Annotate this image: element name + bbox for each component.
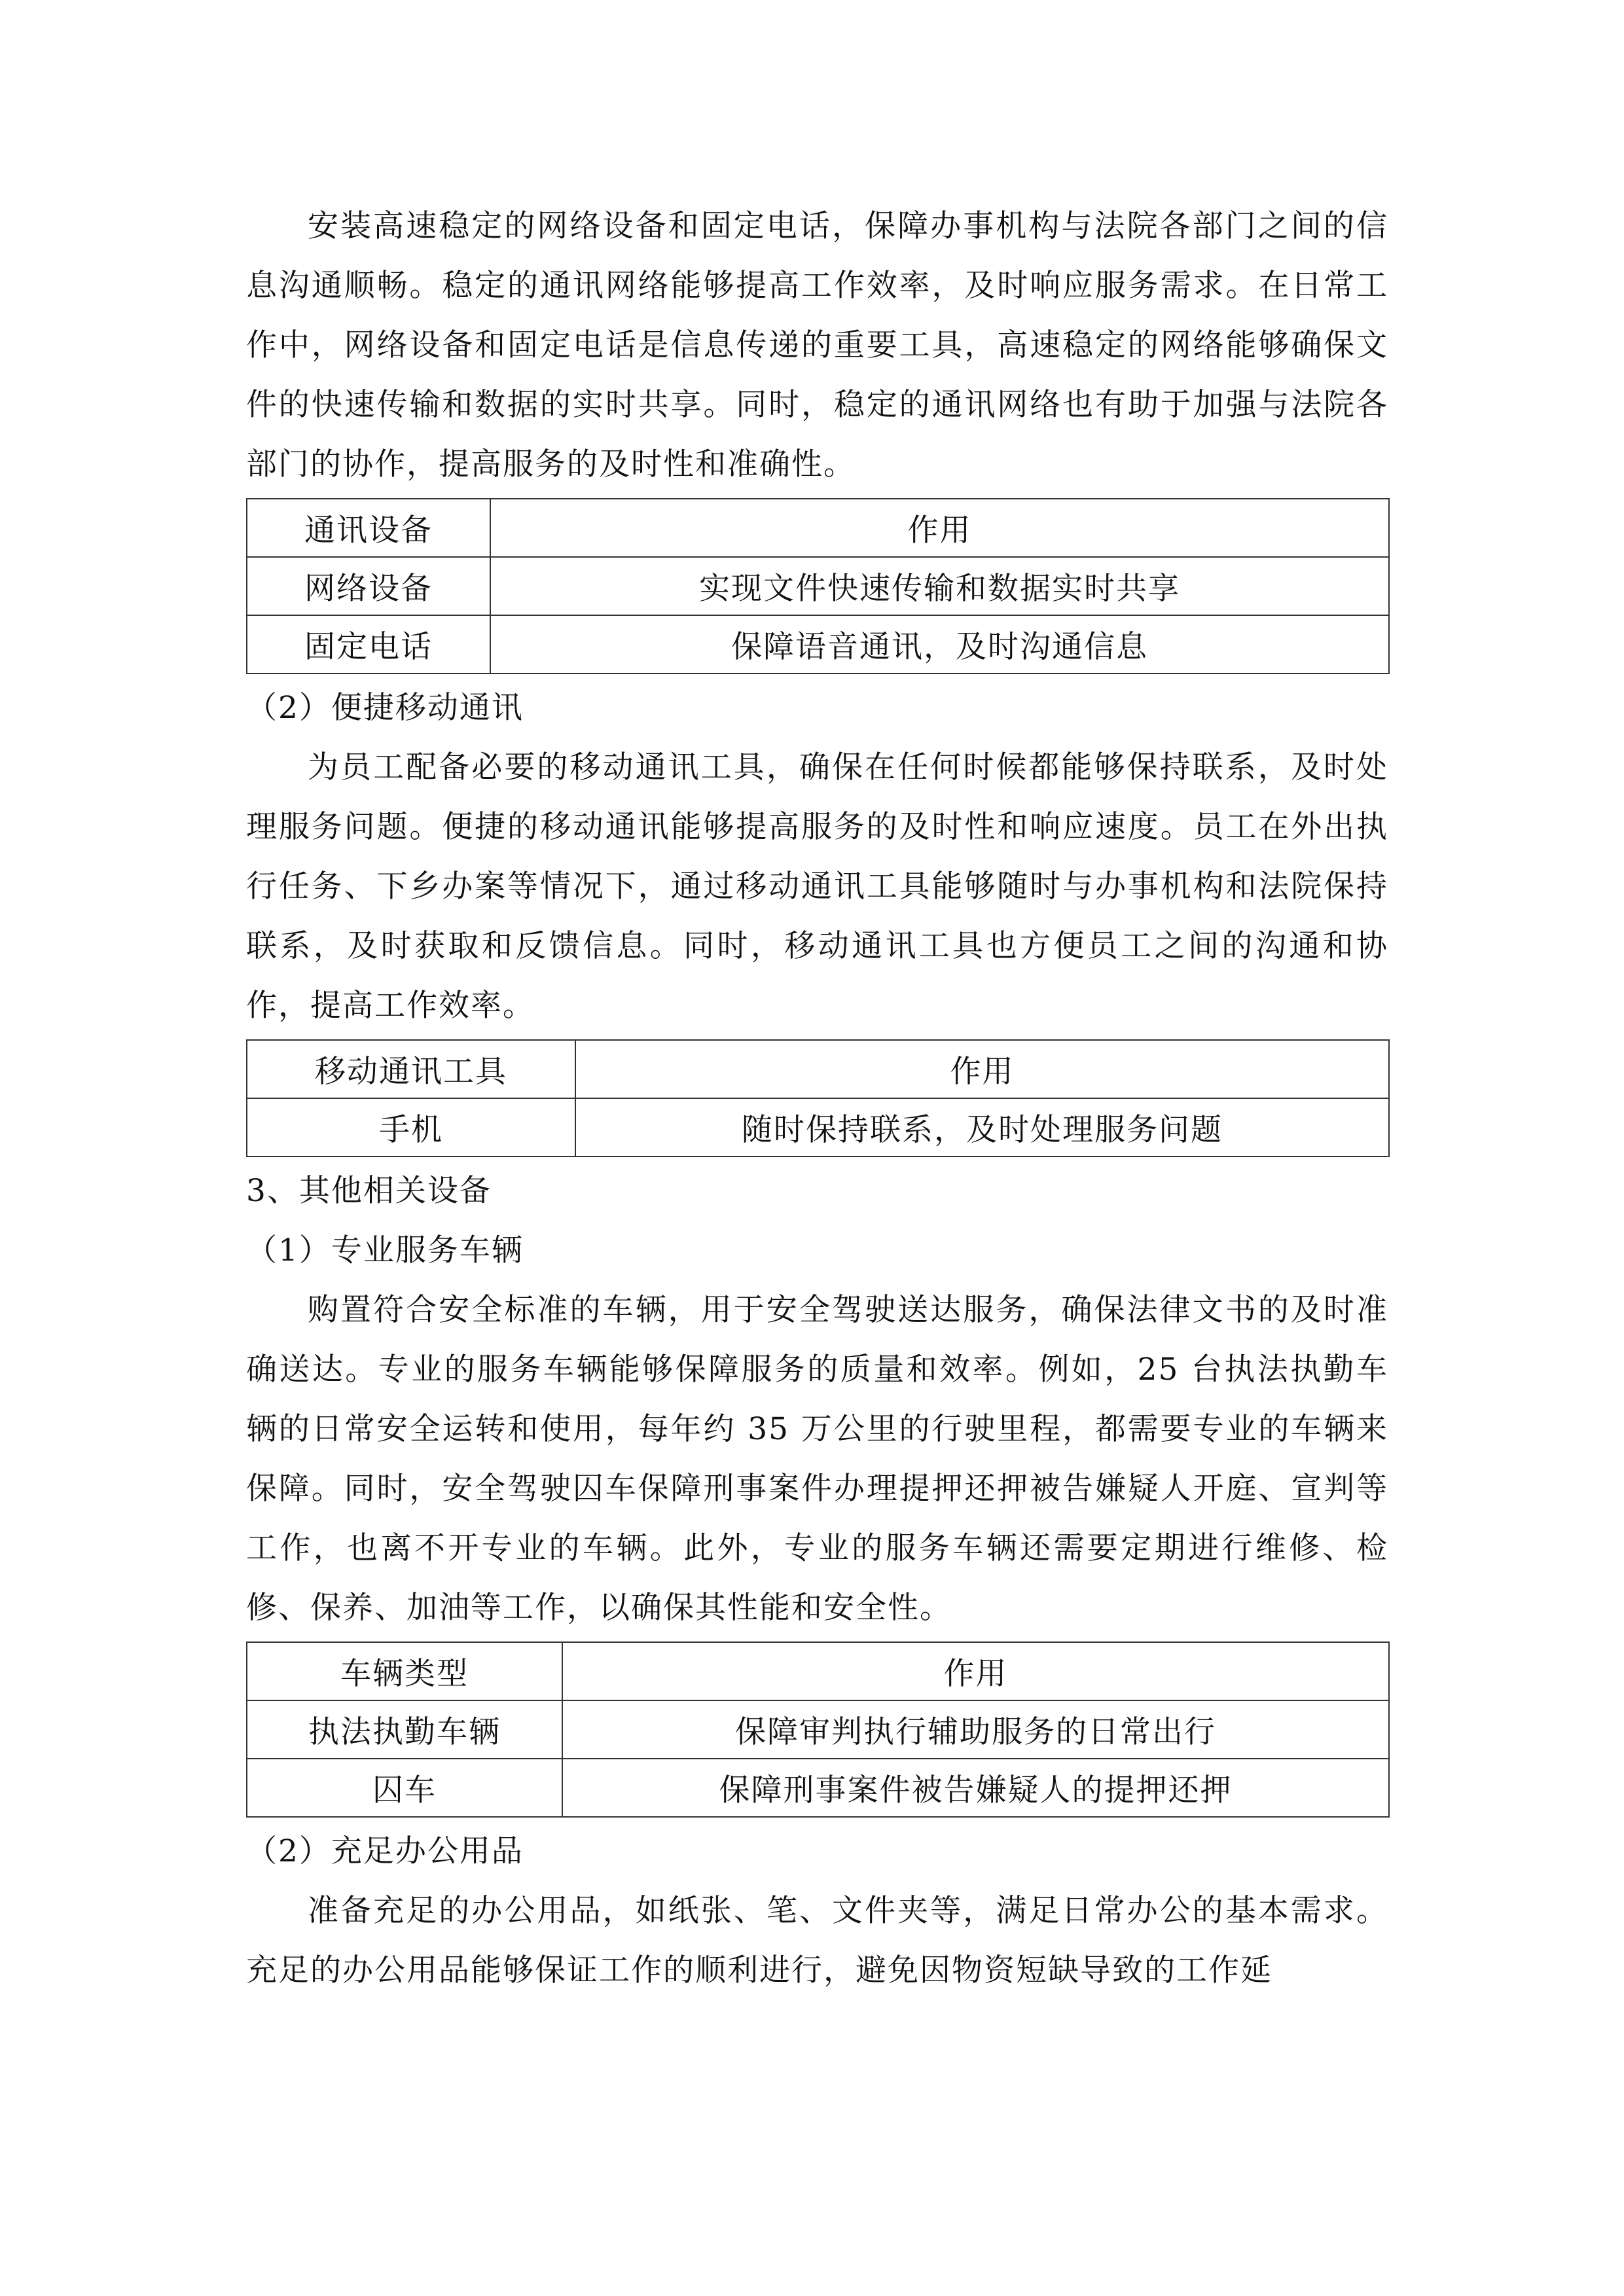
heading-other-equipment: 3、其他相关设备	[246, 1173, 492, 1209]
table-header-row	[247, 1040, 1389, 1098]
table-cell: 实现文件快速传输和数据实时共享	[490, 557, 1389, 615]
table-header-cell: 作用	[562, 1642, 1389, 1700]
table-row	[247, 557, 1389, 615]
table-cell: 手机	[247, 1098, 575, 1157]
heading-service-vehicles: （1）专业服务车辆	[246, 1232, 524, 1268]
document-body	[246, 196, 1388, 2000]
table-header-cell: 移动通讯工具	[247, 1040, 575, 1098]
table-header-row	[247, 499, 1389, 557]
heading-office-supplies: （2）充足办公用品	[246, 1833, 524, 1869]
paragraph-vehicles: 购置符合安全标准的车辆，用于安全驾驶送达服务，确保法律文书的及时准确送达。专业的服务车辆能够保障服务的质量和效率。例如，25 台执法执勤车辆的日常安全运转和使用，每年约 35 万公里的行驶里程，都需要专业的车辆来保障。同时，安全驾驶囚车保障刑事案件办理提押还押被告嫌疑人开庭、宣判等工作，也离不开专业的车辆。此外，专业的服务车辆还需要定期进行维修、检修、保养、加油等工作，以确保其性能和安全性。	[246, 1292, 1388, 1626]
table-cell: 随时保持联系，及时处理服务问题	[575, 1098, 1389, 1157]
table-cell: 网络设备	[247, 557, 490, 615]
table-communication-devices	[246, 498, 1390, 674]
paragraph-network: 安装高速稳定的网络设备和固定电话，保障办事机构与法院各部门之间的信息沟通顺畅。稳定的通讯网络能够提高工作效率，及时响应服务需求。在日常工作中，网络设备和固定电话是信息传递的重要工具，高速稳定的网络能够确保文件的快速传输和数据的实时共享。同时，稳定的通讯网络也有助于加强与法院各部门的协作，提高服务的及时性和准确性。	[246, 208, 1388, 482]
table-header-cell: 作用	[575, 1040, 1389, 1098]
table-header-cell: 车辆类型	[247, 1642, 562, 1700]
table-cell: 固定电话	[247, 615, 490, 673]
table-header-cell: 通讯设备	[247, 499, 490, 557]
table-row	[247, 1759, 1389, 1817]
table-mobile-tools	[246, 1039, 1390, 1157]
table-cell: 囚车	[247, 1759, 562, 1817]
table-cell: 保障审判执行辅助服务的日常出行	[562, 1700, 1389, 1759]
table-header-row	[247, 1642, 1389, 1700]
table-row	[247, 615, 1389, 673]
paragraph-mobile: 为员工配备必要的移动通讯工具，确保在任何时候都能够保持联系，及时处理服务问题。便捷的移动通讯能够提高服务的及时性和响应速度。员工在外出执行任务、下乡办案等情况下，通过移动通讯工具能够随时与办事机构和法院保持联系，及时获取和反馈信息。同时，移动通讯工具也方便员工之间的沟通和协作，提高工作效率。	[246, 749, 1388, 1024]
table-row	[247, 1098, 1389, 1157]
table-row	[247, 1700, 1389, 1759]
table-cell: 保障刑事案件被告嫌疑人的提押还押	[562, 1759, 1389, 1817]
table-cell: 保障语音通讯，及时沟通信息	[490, 615, 1389, 673]
table-header-cell: 作用	[490, 499, 1389, 557]
table-vehicle-types	[246, 1641, 1390, 1818]
heading-mobile-communication: （2）便捷移动通讯	[246, 690, 524, 726]
paragraph-supplies: 准备充足的办公用品，如纸张、笔、文件夹等，满足日常办公的基本需求。充足的办公用品能够保证工作的顺利进行，避免因物资短缺导致的工作延	[246, 1893, 1388, 1988]
table-cell: 执法执勤车辆	[247, 1700, 562, 1759]
